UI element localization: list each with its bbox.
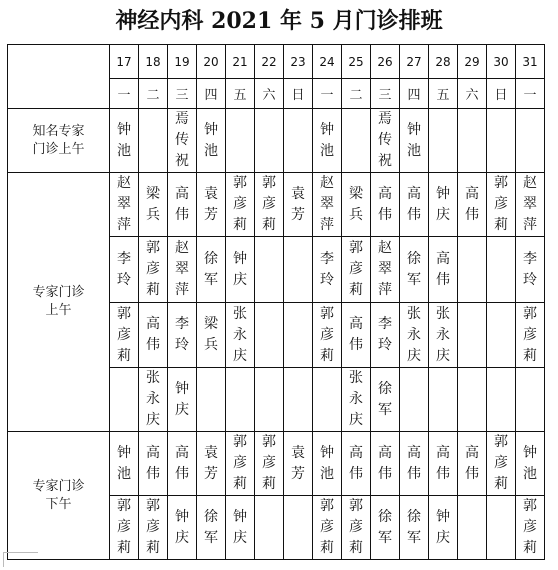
doctor-name: 郭彦莉	[349, 498, 363, 556]
doctor-cell	[313, 173, 342, 237]
doctor-name: 郭彦莉	[320, 305, 334, 364]
doctor-name: 钟庆	[436, 185, 450, 223]
doctor-cell	[255, 303, 284, 368]
doctor-cell	[313, 496, 342, 560]
doctor-name: 高伟	[407, 444, 421, 482]
doctor-cell	[429, 496, 458, 560]
doctor-cell	[516, 303, 545, 368]
doctor-name: 钟池	[117, 121, 131, 159]
doctor-cell	[226, 173, 255, 237]
doctor-name: 郭彦莉	[494, 434, 508, 492]
doctor-cell	[516, 368, 545, 432]
doctor-name: 徐军	[204, 250, 218, 288]
doctor-cell	[255, 109, 284, 173]
doctor-cell	[516, 173, 545, 237]
doctor-cell	[342, 496, 371, 560]
schedule-row	[8, 432, 545, 496]
doctor-cell	[197, 368, 226, 432]
doctor-name: 郭彦莉	[262, 434, 276, 492]
doctor-name: 郭彦莉	[320, 498, 334, 556]
corner-cell	[8, 45, 110, 109]
weekday-cell: 四	[400, 79, 429, 109]
weekday-cell: 六	[458, 79, 487, 109]
doctor-name: 赵翠萍	[117, 175, 131, 233]
doctor-name: 郭彦莉	[146, 240, 160, 298]
doctor-name: 高伟	[407, 185, 421, 223]
doctor-cell	[255, 432, 284, 496]
doctor-name: 高伟	[436, 250, 450, 288]
weekday-cell: 一	[110, 79, 139, 109]
doctor-cell	[284, 109, 313, 173]
day-number-cell: 20	[197, 45, 226, 79]
doctor-name: 李玲	[117, 250, 131, 288]
doctor-name: 高伟	[146, 444, 160, 482]
doctor-cell	[429, 237, 458, 303]
doctor-cell	[139, 237, 168, 303]
doctor-name: 梁兵	[146, 185, 160, 223]
page-corner-mark	[3, 552, 38, 567]
doctor-cell	[110, 173, 139, 237]
page-title: 神经内科 2021 年 5 月门诊排班	[115, 8, 443, 34]
doctor-name: 徐军	[378, 508, 392, 546]
day-number-cell: 31	[516, 45, 545, 79]
doctor-cell	[371, 303, 400, 368]
doctor-cell	[255, 173, 284, 237]
day-number-cell: 22	[255, 45, 284, 79]
weekday-cell: 一	[313, 79, 342, 109]
doctor-name: 高伟	[349, 316, 363, 353]
schedule-row	[8, 173, 545, 237]
doctor-name: 钟池	[320, 444, 334, 482]
doctor-cell	[487, 368, 516, 432]
doctor-cell	[400, 237, 429, 303]
doctor-cell	[487, 303, 516, 368]
doctor-name: 钟庆	[233, 250, 247, 288]
doctor-name: 赵翠萍	[523, 175, 537, 233]
doctor-name: 郭彦莉	[262, 175, 276, 233]
doctor-cell	[487, 237, 516, 303]
section-label-cell	[8, 173, 110, 432]
doctor-name: 郭彦莉	[117, 498, 131, 556]
doctor-name: 钟池	[204, 121, 218, 159]
doctor-name: 李玲	[378, 316, 392, 353]
doctor-cell	[255, 237, 284, 303]
day-number-cell: 29	[458, 45, 487, 79]
weekday-cell: 日	[487, 79, 516, 109]
doctor-name: 钟庆	[175, 380, 189, 418]
day-number-cell: 21	[226, 45, 255, 79]
doctor-name: 徐军	[407, 508, 421, 546]
doctor-cell	[342, 237, 371, 303]
doctor-cell	[284, 496, 313, 560]
doctor-cell	[197, 173, 226, 237]
doctor-cell	[371, 237, 400, 303]
doctor-cell	[342, 173, 371, 237]
doctor-cell	[110, 368, 139, 432]
doctor-name: 袁芳	[204, 185, 218, 223]
weekday-cell: 五	[429, 79, 458, 109]
doctor-name: 高伟	[146, 316, 160, 353]
weekday-cell: 二	[139, 79, 168, 109]
doctor-cell	[516, 432, 545, 496]
doctor-name: 高伟	[349, 444, 363, 482]
day-number-cell: 27	[400, 45, 429, 79]
doctor-name: 钟庆	[175, 508, 189, 546]
doctor-cell	[313, 432, 342, 496]
doctor-cell	[371, 368, 400, 432]
day-number-cell: 30	[487, 45, 516, 79]
doctor-cell	[226, 496, 255, 560]
schedule-row	[8, 109, 545, 173]
doctor-name: 高伟	[175, 185, 189, 223]
doctor-name: 钟池	[320, 121, 334, 159]
doctor-cell	[516, 237, 545, 303]
doctor-cell	[168, 496, 197, 560]
doctor-name: 高伟	[175, 444, 189, 482]
doctor-name: 张永庆	[233, 305, 247, 364]
weekday-cell: 一	[516, 79, 545, 109]
doctor-cell	[226, 303, 255, 368]
doctor-cell	[342, 303, 371, 368]
doctor-cell	[110, 303, 139, 368]
doctor-cell	[197, 237, 226, 303]
doctor-cell	[429, 109, 458, 173]
doctor-name: 徐军	[407, 250, 421, 288]
doctor-cell	[110, 109, 139, 173]
doctor-cell	[284, 368, 313, 432]
doctor-cell	[487, 109, 516, 173]
doctor-cell	[458, 173, 487, 237]
doctor-cell	[168, 368, 197, 432]
doctor-cell	[400, 173, 429, 237]
doctor-name: 焉传祝	[378, 111, 392, 169]
day-number-cell: 28	[429, 45, 458, 79]
doctor-name: 郭彦莉	[146, 498, 160, 556]
doctor-cell	[139, 496, 168, 560]
doctor-name: 钟池	[523, 444, 537, 482]
doctor-cell	[400, 432, 429, 496]
doctor-name: 袁芳	[291, 185, 305, 223]
doctor-name: 徐军	[378, 380, 392, 418]
doctor-cell	[429, 432, 458, 496]
doctor-cell	[458, 237, 487, 303]
doctor-cell	[342, 432, 371, 496]
doctor-cell	[371, 173, 400, 237]
doctor-name: 高伟	[465, 185, 479, 223]
doctor-cell	[429, 368, 458, 432]
doctor-cell	[139, 432, 168, 496]
doctor-name: 李玲	[175, 316, 189, 353]
weekday-cell: 四	[197, 79, 226, 109]
doctor-cell	[429, 303, 458, 368]
day-number-cell: 26	[371, 45, 400, 79]
day-number-cell: 19	[168, 45, 197, 79]
day-number-cell: 25	[342, 45, 371, 79]
doctor-cell	[400, 303, 429, 368]
weekday-cell: 二	[342, 79, 371, 109]
doctor-name: 高伟	[436, 444, 450, 482]
doctor-cell	[255, 368, 284, 432]
section-label-cell	[8, 109, 110, 173]
doctor-name: 郭彦莉	[494, 175, 508, 233]
doctor-name: 高伟	[378, 444, 392, 482]
doctor-cell	[110, 496, 139, 560]
doctor-name: 郭彦莉	[523, 498, 537, 556]
doctor-cell	[255, 496, 284, 560]
doctor-cell	[342, 368, 371, 432]
doctor-name: 钟池	[117, 444, 131, 482]
doctor-name: 袁芳	[204, 444, 218, 482]
doctor-cell	[516, 109, 545, 173]
doctor-name: 焉传祝	[175, 111, 189, 169]
doctor-cell	[429, 173, 458, 237]
doctor-cell	[110, 432, 139, 496]
doctor-name: 袁芳	[291, 444, 305, 482]
doctor-name: 郭彦莉	[117, 305, 131, 364]
weekday-cell: 三	[168, 79, 197, 109]
doctor-cell	[197, 109, 226, 173]
doctor-cell	[400, 368, 429, 432]
doctor-cell	[313, 237, 342, 303]
doctor-cell	[139, 303, 168, 368]
doctor-cell	[168, 109, 197, 173]
schedule-table	[7, 44, 545, 560]
day-number-cell: 24	[313, 45, 342, 79]
doctor-cell	[168, 303, 197, 368]
doctor-name: 张永庆	[436, 305, 450, 364]
doctor-name: 赵翠萍	[175, 240, 189, 298]
doctor-cell	[487, 173, 516, 237]
doctor-name: 高伟	[378, 185, 392, 223]
doctor-name: 梁兵	[349, 185, 363, 223]
doctor-cell	[371, 496, 400, 560]
doctor-name: 张永庆	[146, 370, 160, 428]
doctor-cell	[371, 432, 400, 496]
doctor-cell	[197, 496, 226, 560]
day-number-cell: 23	[284, 45, 313, 79]
doctor-cell	[313, 368, 342, 432]
doctor-cell	[284, 173, 313, 237]
doctor-cell	[168, 237, 197, 303]
doctor-name: 徐军	[204, 508, 218, 546]
doctor-cell	[458, 303, 487, 368]
doctor-cell	[284, 237, 313, 303]
doctor-name: 李玲	[523, 250, 537, 288]
doctor-name: 张永庆	[349, 370, 363, 428]
doctor-name: 郭彦莉	[523, 305, 537, 364]
doctor-cell	[458, 432, 487, 496]
doctor-cell	[226, 432, 255, 496]
doctor-cell	[313, 109, 342, 173]
doctor-cell	[458, 496, 487, 560]
section-label-cell	[8, 432, 110, 560]
doctor-name: 钟庆	[233, 508, 247, 546]
doctor-cell	[516, 496, 545, 560]
doctor-cell	[168, 432, 197, 496]
doctor-name: 郭彦莉	[233, 175, 247, 233]
day-number-cell: 18	[139, 45, 168, 79]
doctor-name: 赵翠萍	[320, 175, 334, 233]
doctor-name: 张永庆	[407, 305, 421, 364]
doctor-cell	[139, 368, 168, 432]
doctor-cell	[197, 432, 226, 496]
doctor-cell	[226, 237, 255, 303]
doctor-name: 钟庆	[436, 508, 450, 546]
doctor-cell	[400, 109, 429, 173]
doctor-name: 高伟	[465, 444, 479, 482]
doctor-cell	[487, 432, 516, 496]
weekday-cell: 三	[371, 79, 400, 109]
section-label: 专家门诊下午	[32, 478, 85, 512]
doctor-cell	[458, 368, 487, 432]
doctor-name: 梁兵	[204, 316, 218, 353]
doctor-cell	[371, 109, 400, 173]
doctor-name: 钟池	[407, 121, 421, 159]
doctor-cell	[342, 109, 371, 173]
day-number-cell: 17	[110, 45, 139, 79]
section-label: 专家门诊上午	[32, 285, 85, 318]
doctor-name: 郭彦莉	[233, 434, 247, 492]
doctor-cell	[400, 496, 429, 560]
doctor-cell	[139, 109, 168, 173]
weekday-cell: 日	[284, 79, 313, 109]
doctor-cell	[110, 237, 139, 303]
doctor-cell	[139, 173, 168, 237]
header-row-days	[8, 45, 545, 79]
doctor-cell	[226, 368, 255, 432]
weekday-cell: 六	[255, 79, 284, 109]
doctor-cell	[226, 109, 255, 173]
doctor-cell	[487, 496, 516, 560]
doctor-cell	[284, 432, 313, 496]
doctor-cell	[168, 173, 197, 237]
weekday-cell: 五	[226, 79, 255, 109]
doctor-name: 李玲	[320, 250, 334, 288]
doctor-name: 郭彦莉	[349, 240, 363, 298]
doctor-cell	[284, 303, 313, 368]
doctor-name: 赵翠萍	[378, 240, 392, 298]
doctor-cell	[197, 303, 226, 368]
doctor-cell	[313, 303, 342, 368]
doctor-cell	[458, 109, 487, 173]
section-label: 知名专家门诊上午	[32, 123, 85, 157]
